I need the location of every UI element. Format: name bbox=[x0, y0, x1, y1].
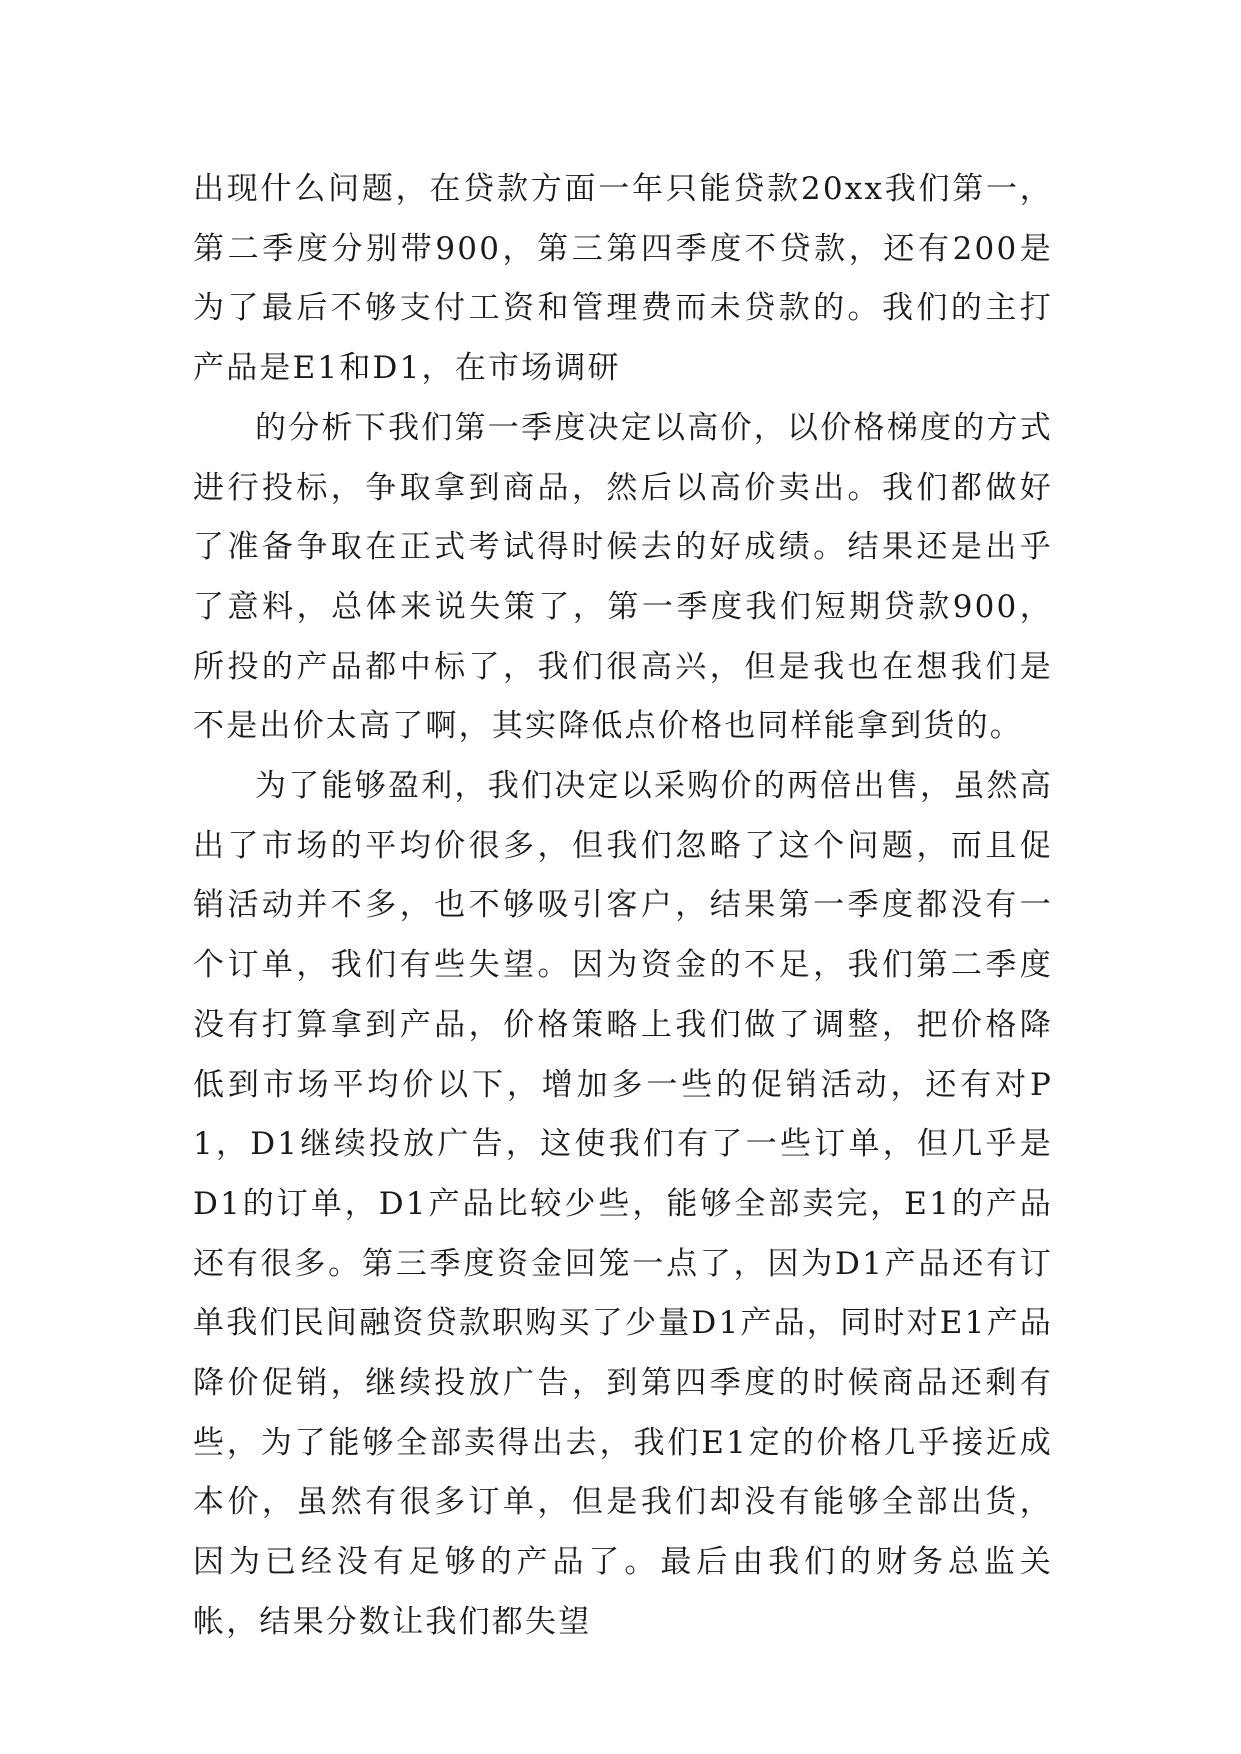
paragraph-3: 为了能够盈利，我们决定以采购价的两倍出售，虽然高出了市场的平均价很多，但我们忽略了这个问题，而且促销活动并不多，也不够吸引客户，结果第一季度都没有一个订单，我们有些失望。因为资金的不足，我们第二季度没有打算拿到产品，价格策略上我们做了调整，把价格降低到市场平均价以下，增加多一些的促销活动，还有对P1，D1继续投放广告，这使我们有了一些订单，但几乎是D1的订单，D1产品比较少些，能够全部卖完，E1的产品还有很多。第三季度资金回笼一点了，因为D1产品还有订单我们民间融资贷款职购买了少量D1产品，同时对E1产品降价促销，继续投放广告，到第四季度的时候商品还剩有些，为了能够全部卖得出去，我们E1定的价格几乎接近成本价，虽然有很多订单，但是我们却没有能够全部出货，因为已经没有足够的产品了。最后由我们的财务总监关帐，结果分数让我们都失望 bbox=[193, 768, 1053, 1640]
paragraph-1: 出现什么问题，在贷款方面一年只能贷款20xx我们第一，第二季度分别带900，第三第四季度不贷款，还有200是为了最后不够支付工资和管理费而未贷款的。我们的主打产品是E1和D1，在市场调研 bbox=[193, 171, 1053, 387]
body-text bbox=[193, 160, 1053, 1653]
paragraph-2: 的分析下我们第一季度决定以高价，以价格梯度的方式进行投标，争取拿到商品，然后以高价卖出。我们都做好了准备争取在正式考试得时候去的好成绩。结果还是出乎了意料，总体来说失策了，第一季度我们短期贷款900，所投的产品都中标了，我们很高兴，但是我也在想我们是不是出价太高了啊，其实降低点价格也同样能拿到货的。 bbox=[193, 409, 1053, 745]
